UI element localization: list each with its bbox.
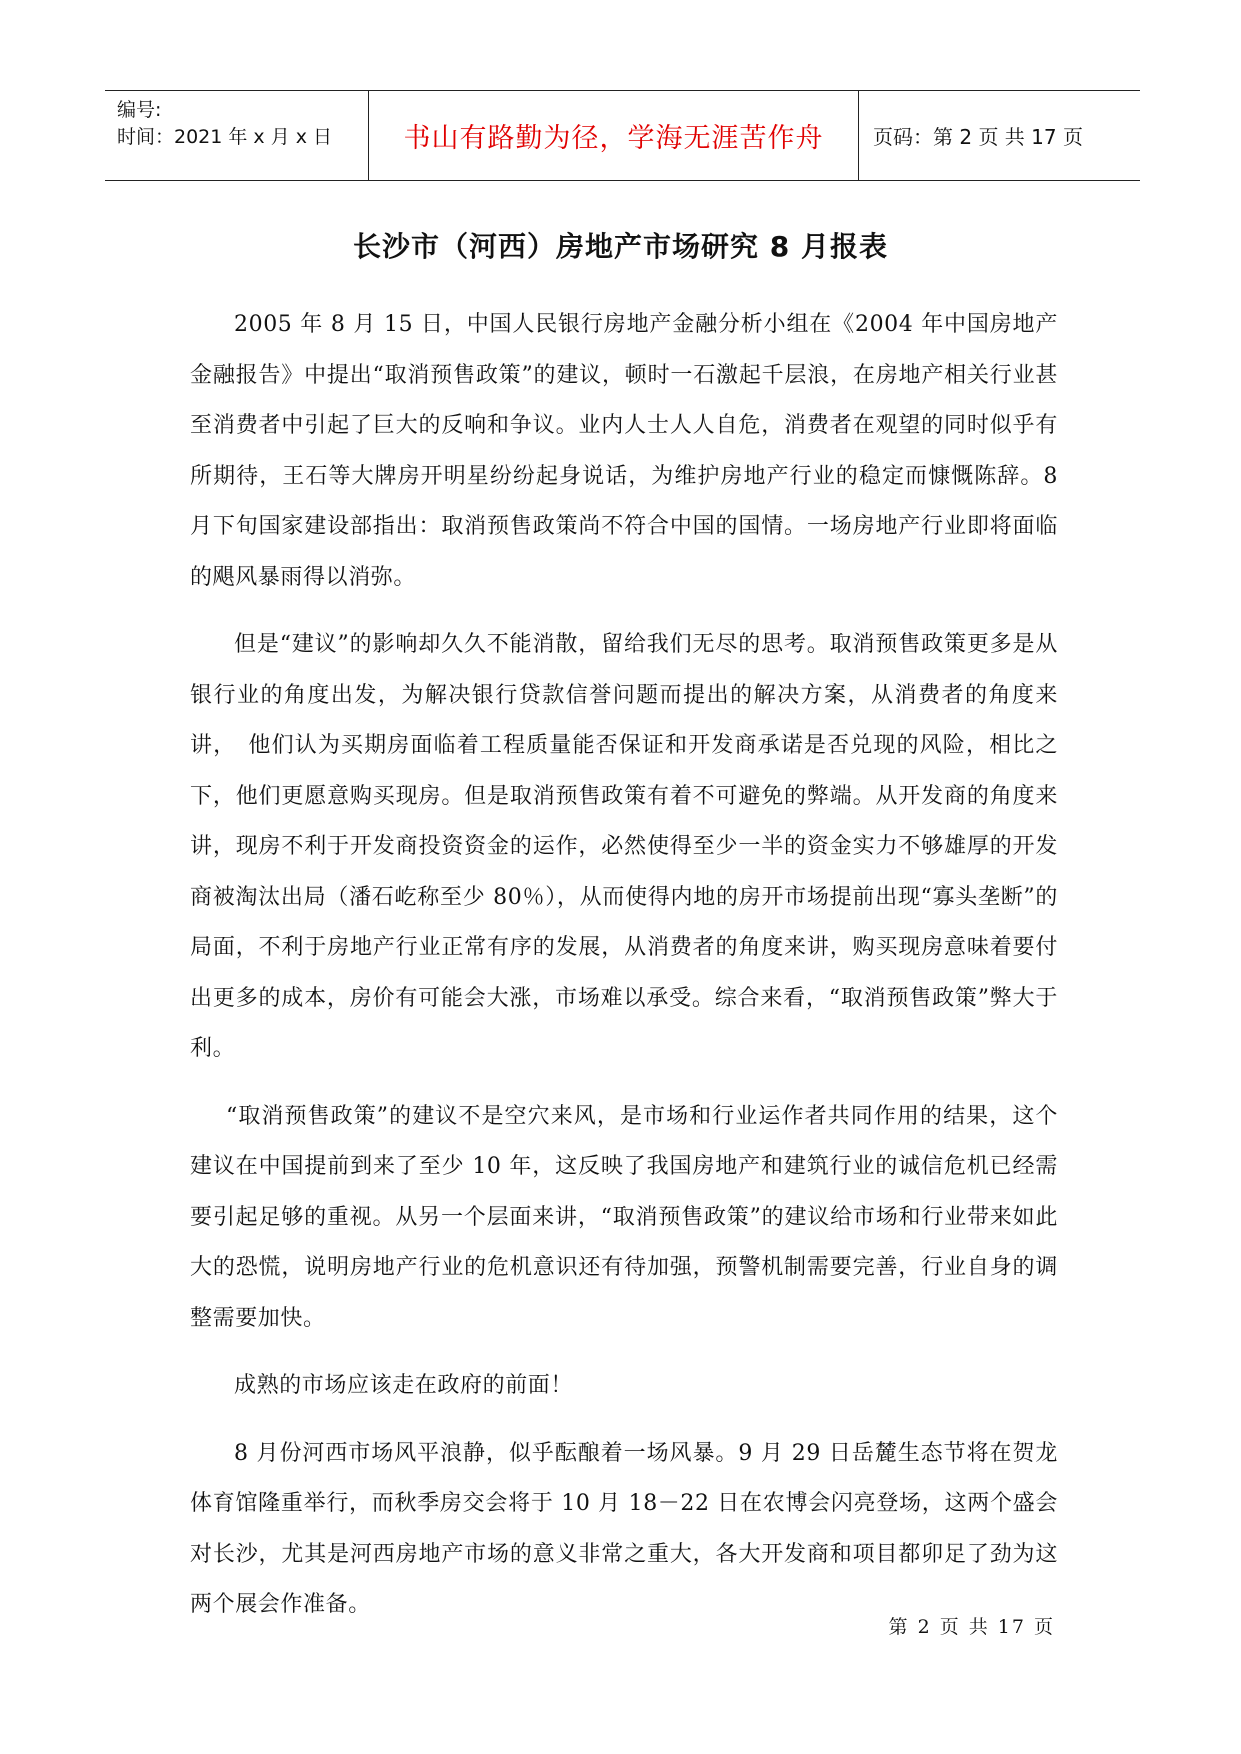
paragraph: 但是“建议”的影响却久久不能消散，留给我们无尽的思考。取消预售政策更多是从银行业的角度出发，为解决银行贷款信誉问题而提出的解决方案，从消费者的角度来讲， 他们认为买期房面临着工程质量能否保证和开发商承诺是否兑现的风险，相比之下，他们更愿意购买现房。但是取消预售政策有着不可避免的弊端。从开发商的角度来讲，现房不利于开发商投资资金的运作，必然使得至少一半的资金实力不够雄厚的开发商被淘汰出局（潘石屹称至少 80％），从而使得内地的房开市场提前出现“寡头垄断”的局面，不利于房地产行业正常有序的发展，从消费者的角度来讲，购买现房意味着要付出更多的成本，房价有可能会大涨，市场难以承受。综合来看，“取消预售政策”弊大于利。 — [190, 632, 1058, 1061]
header-page-indicator: 页码：第 2 页 共 17 页 — [873, 125, 1083, 149]
paragraph: 2005 年 8 月 15 日，中国人民银行房地产金融分析小组在《2004 年中国房地产金融报告》中提出“取消预售政策”的建议，顿时一石激起千层浪，在房地产相关行业甚至消费者中引起了巨大的反响和争议。业内人士人人自危，消费者在观望的同时似乎有所期待，王石等大牌房开明星纷纷起身说话，为维护房地产行业的稳定而慷慨陈辞。8 月下旬国家建设部指出：取消预售政策尚不符合中国的国情。一场房地产行业即将面临的飓风暴雨得以消弥。 — [190, 312, 1058, 590]
document-body — [190, 300, 1058, 1648]
serial-number-label: 编号: — [117, 99, 162, 121]
header-meta — [105, 91, 369, 180]
page-header — [105, 90, 1140, 181]
paragraph: 成熟的市场应该走在政府的前面！ — [234, 1373, 574, 1398]
header-motto: 书山有路勤为径，学海无涯苦作舟 — [369, 91, 859, 180]
date-label: 时间：2021 年 x 月 x 日 — [117, 126, 333, 148]
paragraph: 8 月份河西市场风平浪静，似乎酝酿着一场风暴。9 月 29 日岳麓生态节将在贺龙体育馆隆重举行，而秋季房交会将于 10 月 18－22 日在农博会闪亮登场，这两个盛会对长沙，尤其是河西房地产市场的意义非常之重大，各大开发商和项目都卯足了劲为这两个展会作准备。 — [190, 1440, 1058, 1617]
document-title: 长沙市（河西）房地产市场研究 8 月报表 — [353, 230, 888, 263]
paragraph: “取消预售政策”的建议不是空穴来风，是市场和行业运作者共同作用的结果，这个建议在中国提前到来了至少 10 年，这反映了我国房地产和建筑行业的诚信危机已经需要引起足够的重视。从另一个层面来讲，“取消预售政策”的建议给市场和行业带来如此大的恐慌，说明房地产行业的危机意识还有待加强，预警机制需要完善，行业自身的调整需要加快。 — [190, 1103, 1058, 1331]
page-footer: 第 2 页 共 17 页 — [888, 1616, 1055, 1638]
